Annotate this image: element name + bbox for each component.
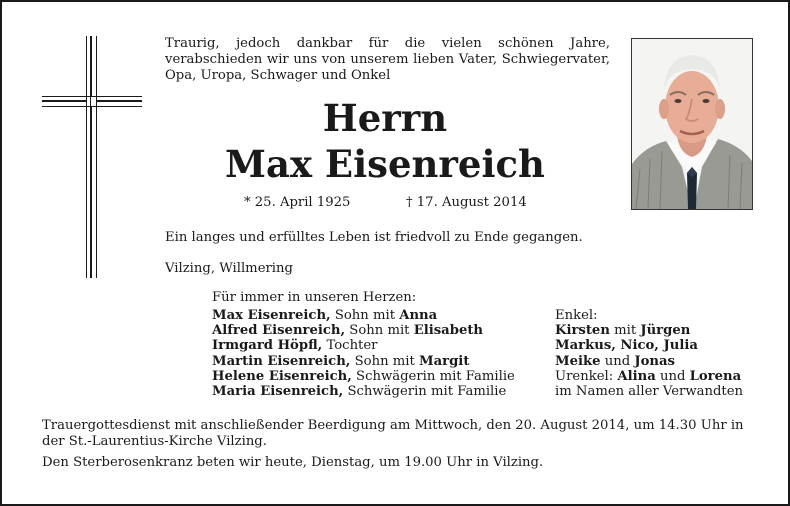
connector-word: und <box>604 353 631 369</box>
mourner-name: Martin Eisenreich, <box>212 353 351 369</box>
grandchild-name: Kirsten <box>555 323 610 339</box>
mourner-row <box>212 384 515 399</box>
mourner-name: Helene Eisenreich, <box>212 368 352 384</box>
mourner-row <box>212 323 515 338</box>
place-names: Vilzing, Willmering <box>165 261 293 276</box>
mourners-family-list <box>212 308 515 399</box>
grandchild-partner: Jürgen <box>640 323 691 339</box>
deceased-name: Max Eisenreich <box>225 142 545 186</box>
mourner-name: Irmgard Höpfl, <box>212 338 323 354</box>
mourner-partner: Anna <box>399 308 438 323</box>
mourners-heading: Für immer in unseren Herzen: <box>212 290 417 305</box>
death-date: † 17. August 2014 <box>406 195 527 210</box>
mourner-relation: Sohn mit <box>334 308 396 323</box>
funeral-service-text: Trauergottesdienst mit anschließender Beerdigung am Mittwoch, den 20. August 2014, um 14.30 Uhr in der St.-Laurentius-Kirche Vilzing. <box>42 418 744 449</box>
relatives-line: im Namen aller Verwandten <box>555 384 744 400</box>
mourner-name: Maria Eisenreich, <box>212 384 344 400</box>
grandchild-row <box>555 323 743 338</box>
mourner-row <box>212 308 515 323</box>
cross-icon <box>42 36 142 278</box>
grandchild-row <box>555 354 743 369</box>
grandchild-partner: Jonas <box>634 353 675 369</box>
great-grandchild-name: Alina <box>617 368 656 384</box>
connector-word: und <box>659 368 686 384</box>
portrait-photo <box>631 38 753 210</box>
connector-word: mit <box>614 323 637 339</box>
life-statement: Ein langes und erfülltes Leben ist friedvoll zu Ende gegangen. <box>165 230 583 245</box>
mourner-relation: Sohn mit <box>349 323 410 339</box>
intro-text: Traurig, jedoch dankbar für die vielen schönen Jahre, verabschieden wir uns von unserem lieben Vater, Schwiegervater, Opa, Uropa, Schwager und Onkel <box>165 36 610 83</box>
salutation: Herrn <box>322 96 448 140</box>
mourner-row <box>212 354 515 369</box>
great-grandchildren-label: Urenkel: <box>555 368 614 384</box>
birth-date: * 25. April 1925 <box>244 195 351 210</box>
grandchild-name: Meike <box>555 353 601 369</box>
grandchild-row <box>555 338 743 353</box>
mourner-partner: Margit <box>419 353 470 369</box>
mourner-relation: Sohn mit <box>354 353 415 369</box>
mourner-row <box>212 369 515 384</box>
mourners-grandchildren-list <box>555 308 743 399</box>
mourner-relation: Schwägerin mit Familie <box>356 368 515 384</box>
mourner-row <box>212 338 515 353</box>
grandchildren-heading: Enkel: <box>555 308 598 323</box>
great-grandchild-name: Lorena <box>689 368 742 384</box>
mourner-relation: Schwägerin mit Familie <box>347 384 507 400</box>
rosary-text: Den Sterberosenkranz beten wir heute, Dienstag, um 19.00 Uhr in Vilzing. <box>42 455 544 470</box>
mourner-relation: Tochter <box>326 338 378 354</box>
mourner-name: Max Eisenreich, <box>212 308 331 323</box>
grandchild-names: Markus, Nico, Julia <box>555 338 698 354</box>
mourner-name: Alfred Eisenreich, <box>212 323 346 339</box>
great-grandchildren-row <box>555 369 743 384</box>
mourner-partner: Elisabeth <box>413 323 484 339</box>
